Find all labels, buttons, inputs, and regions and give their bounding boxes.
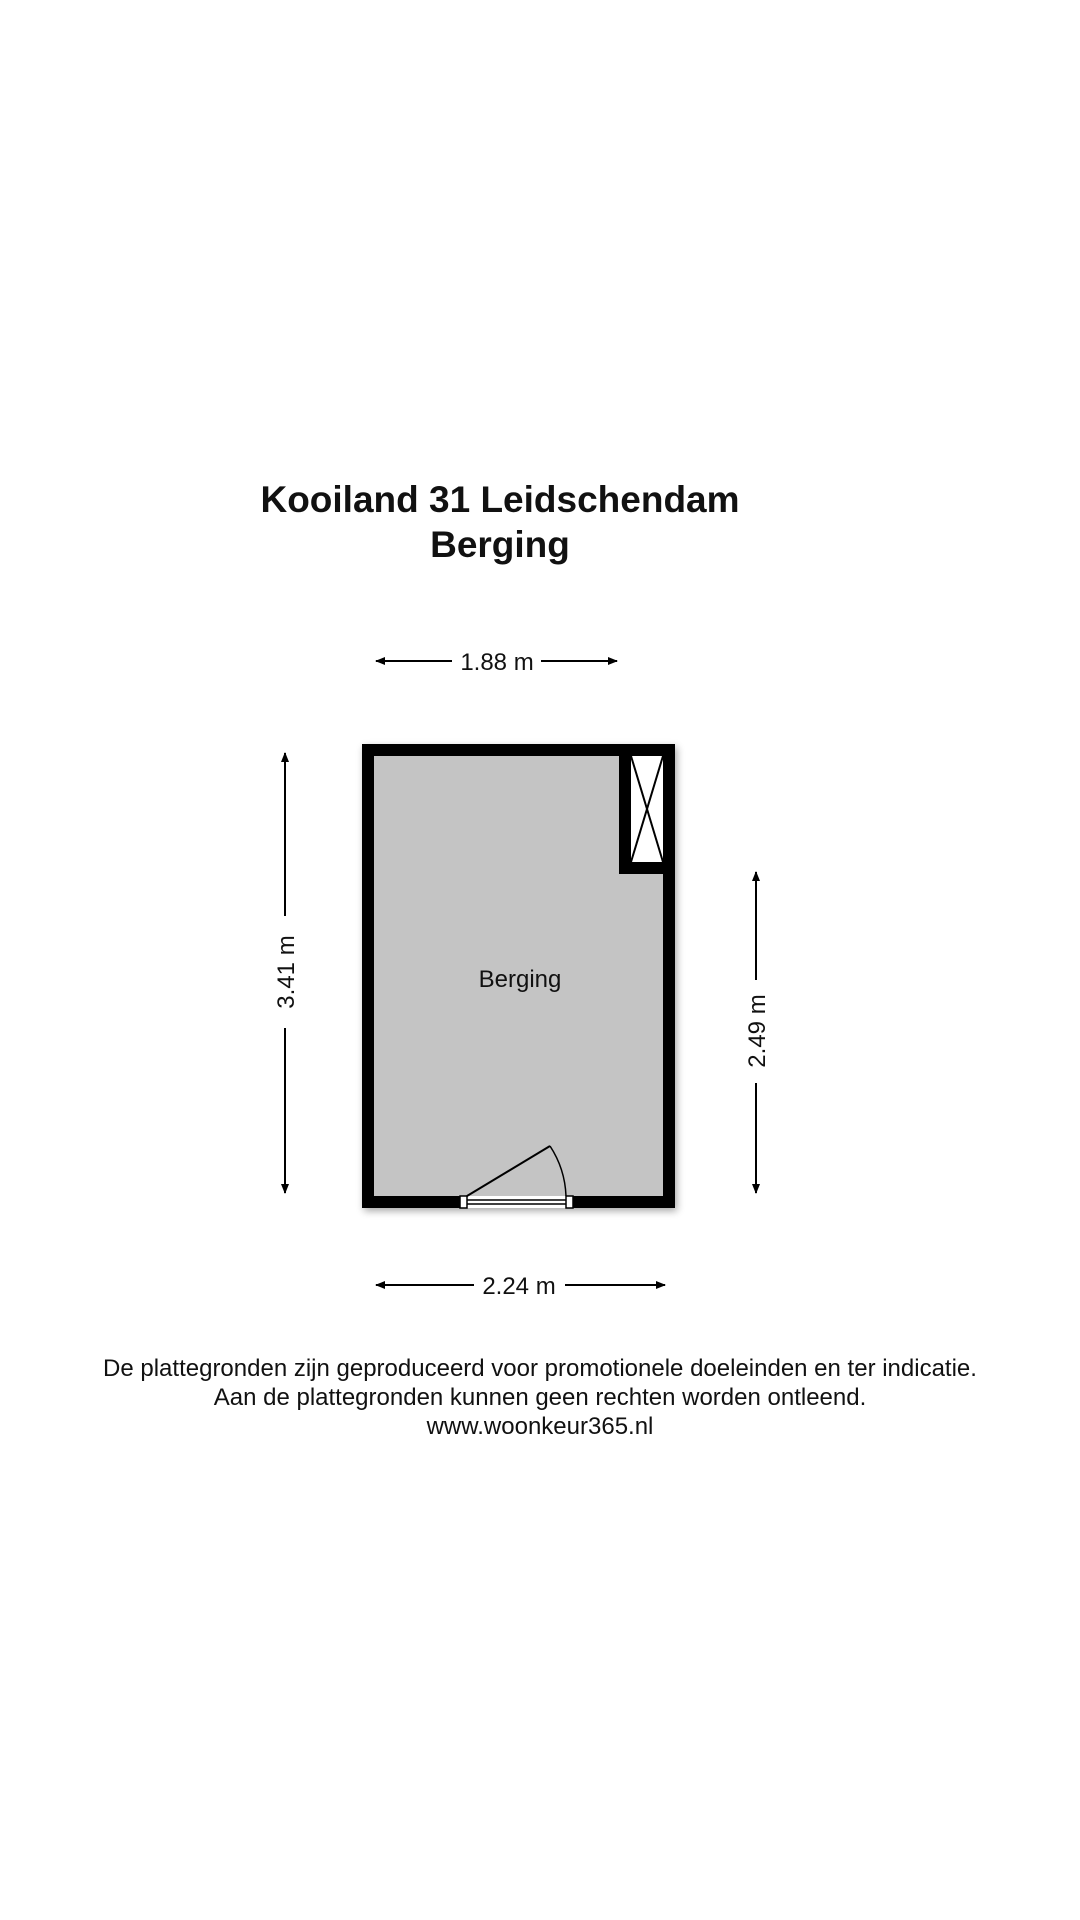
door-jamb <box>566 1196 573 1208</box>
dimension-top-width <box>376 649 617 676</box>
dimension-label-top: 1.88 m <box>460 649 534 676</box>
disclaimer-line-1: De plattegronden zijn geproduceerd voor promotionele doeleinden en ter indicatie. <box>103 1355 977 1382</box>
shaft <box>625 750 669 868</box>
dimension-left-height <box>273 753 300 1193</box>
door-jamb <box>460 1196 467 1208</box>
door-opening <box>460 1196 573 1208</box>
dimension-right-height <box>744 872 771 1193</box>
dimension-bottom-width <box>376 1273 665 1300</box>
page-title: Kooiland 31 Leidschendam <box>260 479 740 520</box>
disclaimer-line-2: Aan de plattegronden kunnen geen rechten worden ontleend. <box>213 1384 867 1411</box>
room-label: Berging <box>478 966 562 993</box>
website-link[interactable]: www.woonkeur365.nl <box>426 1413 654 1440</box>
dimension-label-right: 2.49 m <box>744 994 771 1068</box>
dimension-label-bottom: 2.24 m <box>482 1273 556 1300</box>
dimension-label-left: 3.41 m <box>273 935 300 1009</box>
floor-name: Berging <box>430 524 570 565</box>
